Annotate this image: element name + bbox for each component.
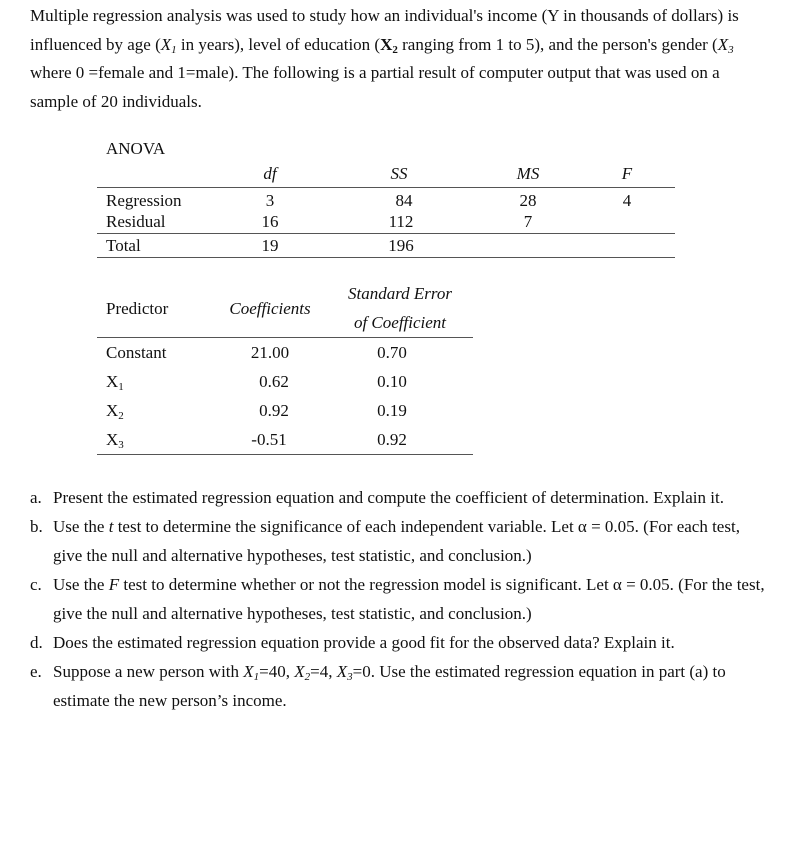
question-c bbox=[30, 570, 770, 628]
coef-row-x1-se: 0.10 bbox=[377, 372, 407, 391]
intro-paragraph bbox=[30, 2, 770, 116]
intro-text-1: Multiple regression analysis was used to study how an individual's income (Y in thousands of dollars) is influenced by age ( bbox=[30, 6, 739, 54]
anova-bottom-rule bbox=[97, 257, 675, 258]
anova-title: ANOVA bbox=[106, 139, 166, 158]
coef-row-x3-se: 0.92 bbox=[377, 430, 407, 449]
anova-row-regression-f: 4 bbox=[622, 191, 632, 210]
anova-header-ms: MS bbox=[516, 164, 540, 183]
question-a-text: Present the estimated regression equation and compute the coefficient of determination. Explain it. bbox=[53, 488, 724, 507]
anova-row-regression-df: 3 bbox=[265, 191, 275, 210]
intro-text-3: ranging from 1 to 5), and the person's gender ( bbox=[397, 34, 718, 54]
x2-symbol: $X_2$ bbox=[380, 34, 398, 56]
anova-row-residual-source: Residual bbox=[106, 212, 166, 231]
coef-header-rule bbox=[97, 337, 473, 338]
question-e-text-2: . Use the estimated regression equation in part (a) to estimate the new person’s income. bbox=[53, 662, 726, 710]
question-b-text-2: test to determine the significance of each independent variable. Let α = 0.05. (For each test, give the null and alternative hypotheses, test statistic, and conclusion.) bbox=[53, 517, 740, 565]
coef-row-constant-name: Constant bbox=[106, 343, 167, 362]
question-d-text: Does the estimated regression equation provide a good fit for the observed data? Explain it. bbox=[53, 633, 675, 652]
anova-row-total-df: 19 bbox=[261, 236, 279, 255]
question-c-f-symbol: F bbox=[108, 575, 120, 594]
question-list bbox=[30, 483, 770, 715]
question-e-x1: $X_1$ bbox=[243, 662, 260, 683]
intro-text-4: where 0 =female and 1=male). The following is a partial result of computer output that was used on a sample of 20 individuals. bbox=[30, 63, 720, 111]
question-e-label: e. bbox=[30, 662, 42, 681]
coef-row-constant-se: 0.70 bbox=[377, 343, 407, 362]
anova-header-ss: SS bbox=[390, 164, 408, 183]
x3-symbol: $X_3$ bbox=[717, 34, 734, 56]
anova-row-regression-source: Regression bbox=[106, 191, 182, 210]
anova-row-residual-ms: 7 bbox=[523, 212, 533, 231]
anova-header-f: F bbox=[621, 164, 633, 183]
coef-row-x1-name: $X_1$ bbox=[106, 372, 124, 393]
intro-text-2: in years), level of education ( bbox=[176, 34, 381, 54]
coef-header-predictor: Predictor bbox=[106, 299, 169, 318]
question-e bbox=[30, 657, 770, 715]
question-b-text-1: Use the bbox=[53, 517, 109, 536]
anova-total-rule bbox=[97, 233, 675, 234]
question-b-label: b. bbox=[30, 517, 43, 536]
anova-row-total-source: Total bbox=[106, 236, 141, 255]
question-c-text-2: test to determine whether or not the regression model is significant. Let α = 0.05. (For the test, give the null and alternative hypotheses, test statistic, and conclusion.) bbox=[53, 575, 765, 623]
coef-row-x2-se: 0.19 bbox=[377, 401, 407, 420]
question-e-text-1: Suppose a new person with bbox=[53, 662, 244, 681]
x1-symbol: $X_1$ bbox=[160, 34, 177, 56]
coef-row-x2-name: $X_2$ bbox=[106, 401, 124, 422]
question-c-label: c. bbox=[30, 575, 42, 594]
coef-row-x3-coef: -0.51 bbox=[251, 430, 287, 449]
coef-header-se-line2: of Coefficient bbox=[353, 313, 447, 332]
coef-bottom-rule bbox=[97, 454, 473, 455]
coef-header-se-line1: Standard Error bbox=[347, 284, 453, 303]
question-d-label: d. bbox=[30, 633, 43, 652]
coef-row-x3-name: $X_3$ bbox=[106, 430, 124, 451]
question-a-label: a. bbox=[30, 488, 42, 507]
anova-header-rule bbox=[97, 187, 675, 188]
anova-row-total-ss: 196 bbox=[388, 236, 414, 255]
question-e-x2: $X_2$ bbox=[294, 662, 311, 683]
coef-row-constant-coef: 21.00 bbox=[250, 343, 290, 362]
coef-row-x1-coef: 0.62 bbox=[259, 372, 289, 391]
question-e-x2-value: =4, bbox=[310, 662, 337, 681]
question-c-text-1: Use the bbox=[53, 575, 109, 594]
anova-row-residual-df: 16 bbox=[261, 212, 279, 231]
question-b bbox=[30, 512, 770, 570]
question-e-x3: $X_3$ bbox=[336, 662, 353, 683]
coef-row-x2-coef: 0.92 bbox=[259, 401, 289, 420]
question-e-x1-value: =40, bbox=[259, 662, 295, 681]
question-b-t-symbol: t bbox=[108, 517, 114, 536]
question-a bbox=[30, 483, 770, 512]
anova-row-regression-ms: 28 bbox=[519, 191, 537, 210]
anova-header-df: df bbox=[263, 164, 277, 183]
anova-row-residual-ss: 112 bbox=[388, 212, 414, 231]
anova-row-regression-ss: 84 bbox=[395, 191, 413, 210]
question-e-x3-value: =0 bbox=[352, 662, 371, 681]
coef-header-coefficients: Coefficients bbox=[229, 299, 311, 318]
question-d bbox=[30, 628, 770, 657]
